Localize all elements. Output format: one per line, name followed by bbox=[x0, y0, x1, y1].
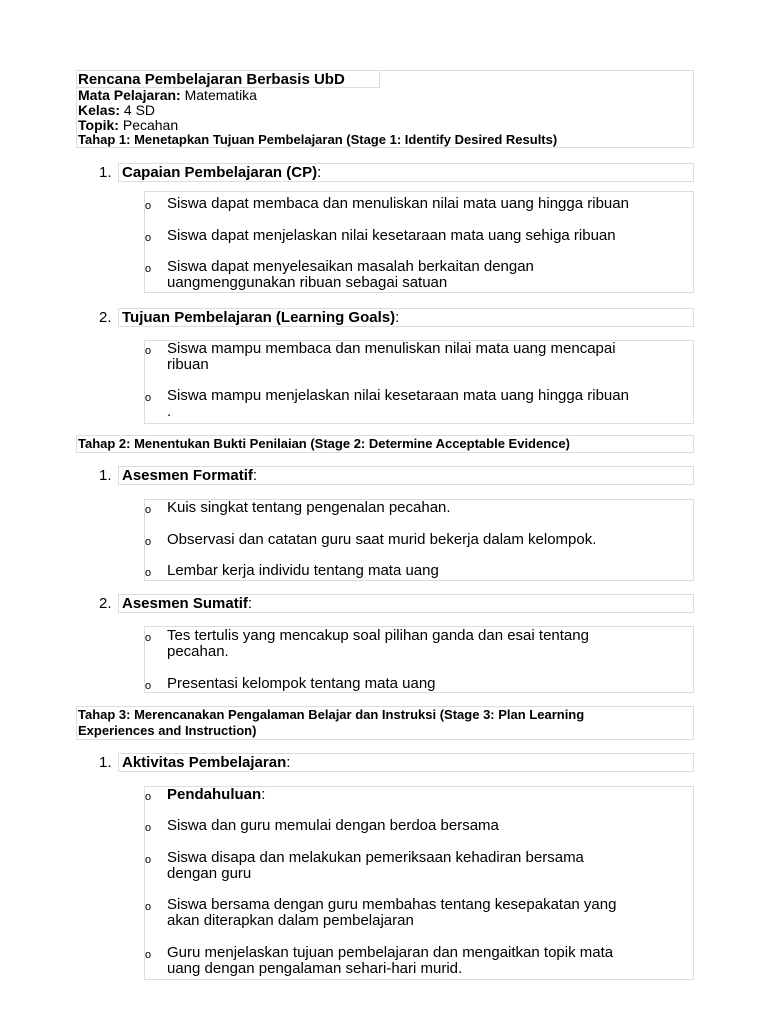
list-item: Observasi dan catatan guru saat murid bekerja dalam kelompok. bbox=[167, 531, 597, 548]
topic-line bbox=[78, 117, 178, 133]
bullet-icon: o bbox=[145, 263, 152, 275]
list-item: Pendahuluan: bbox=[167, 786, 266, 803]
bullet-icon: o bbox=[145, 567, 152, 579]
bullet-icon: o bbox=[145, 901, 152, 913]
stage2-section1-number: 1. bbox=[99, 467, 112, 484]
bullet-icon: o bbox=[145, 791, 152, 803]
subject-line bbox=[78, 87, 257, 103]
bullet-icon: o bbox=[145, 949, 152, 961]
list-item: Siswa dapat menyelesaikan masalah berkaitan dengan uangmenggunakan ribuan sebagai satuan bbox=[167, 258, 534, 291]
bullet-icon: o bbox=[145, 345, 152, 357]
topic-value: Pecahan bbox=[122, 117, 179, 133]
list-item: Siswa dan guru memulai dengan berdoa bersama bbox=[167, 817, 499, 834]
stage1-section2-heading: Tujuan Pembelajaran (Learning Goals): bbox=[122, 309, 400, 326]
class-label: Kelas: bbox=[78, 102, 121, 118]
list-item: Tes tertulis yang mencakup soal pilihan ganda dan esai tentang pecahan. bbox=[167, 627, 589, 660]
list-item: Siswa mampu membaca dan menuliskan nilai mata uang mencapai ribuan bbox=[167, 340, 616, 373]
stage2-section2-heading: Asesmen Sumatif: bbox=[122, 595, 253, 612]
bullet-icon: o bbox=[145, 504, 152, 516]
list-item: Siswa dapat membaca dan menuliskan nilai mata uang hingga ribuan bbox=[167, 195, 629, 212]
class-value: 4 SD bbox=[123, 102, 156, 118]
list-item: Lembar kerja individu tentang mata uang bbox=[167, 562, 439, 579]
stage1-section2-number: 2. bbox=[99, 309, 112, 326]
bullet-icon: o bbox=[145, 822, 152, 834]
list-item: Guru menjelaskan tujuan pembelajaran dan mengaitkan topik mata uang dengan pengalaman sehari-hari murid. bbox=[167, 944, 614, 977]
stage1-section1-number: 1. bbox=[99, 164, 112, 181]
stage3-title: Tahap 3: Merencanakan Pengalaman Belajar dan Instruksi (Stage 3: Plan Learning Experiences and Instruction) bbox=[78, 707, 585, 738]
stage3-section1-heading: Aktivitas Pembelajaran: bbox=[122, 754, 291, 771]
list-item: Siswa dapat menjelaskan nilai kesetaraan mata uang sehiga ribuan bbox=[167, 227, 616, 244]
subject-value: Matematika bbox=[184, 87, 257, 103]
document-title: Rencana Pembelajaran Berbasis UbD bbox=[78, 71, 345, 88]
stage1-title: Tahap 1: Menetapkan Tujuan Pembelajaran (Stage 1: Identify Desired Results) bbox=[78, 132, 558, 147]
list-item: Presentasi kelompok tentang mata uang bbox=[167, 675, 436, 692]
bullet-icon: o bbox=[145, 392, 152, 404]
bullet-icon: o bbox=[145, 200, 152, 212]
topic-label: Topik: bbox=[78, 117, 119, 133]
stage2-section1-heading: Asesmen Formatif: bbox=[122, 467, 258, 484]
stage2-title: Tahap 2: Menentukan Bukti Penilaian (Stage 2: Determine Acceptable Evidence) bbox=[78, 436, 570, 451]
stage2-section2-number: 2. bbox=[99, 595, 112, 612]
class-line bbox=[78, 102, 155, 118]
bullet-icon: o bbox=[145, 680, 152, 692]
list-item: Siswa disapa dan melakukan pemeriksaan kehadiran bersama dengan guru bbox=[167, 849, 584, 882]
list-item: Siswa mampu menjelaskan nilai kesetaraan mata uang hingga ribuan . bbox=[167, 387, 629, 420]
list-item: Siswa bersama dengan guru membahas tentang kesepakatan yang akan diterapkan dalam pembelajaran bbox=[167, 896, 617, 929]
bullet-icon: o bbox=[145, 232, 152, 244]
stage1-section1-heading: Capaian Pembelajaran (CP): bbox=[122, 164, 322, 181]
list-item: Kuis singkat tentang pengenalan pecahan. bbox=[167, 499, 451, 516]
stage3-section1-number: 1. bbox=[99, 754, 112, 771]
bullet-icon: o bbox=[145, 632, 152, 644]
subject-label: Mata Pelajaran: bbox=[78, 87, 181, 103]
bullet-icon: o bbox=[145, 854, 152, 866]
bullet-icon: o bbox=[145, 536, 152, 548]
